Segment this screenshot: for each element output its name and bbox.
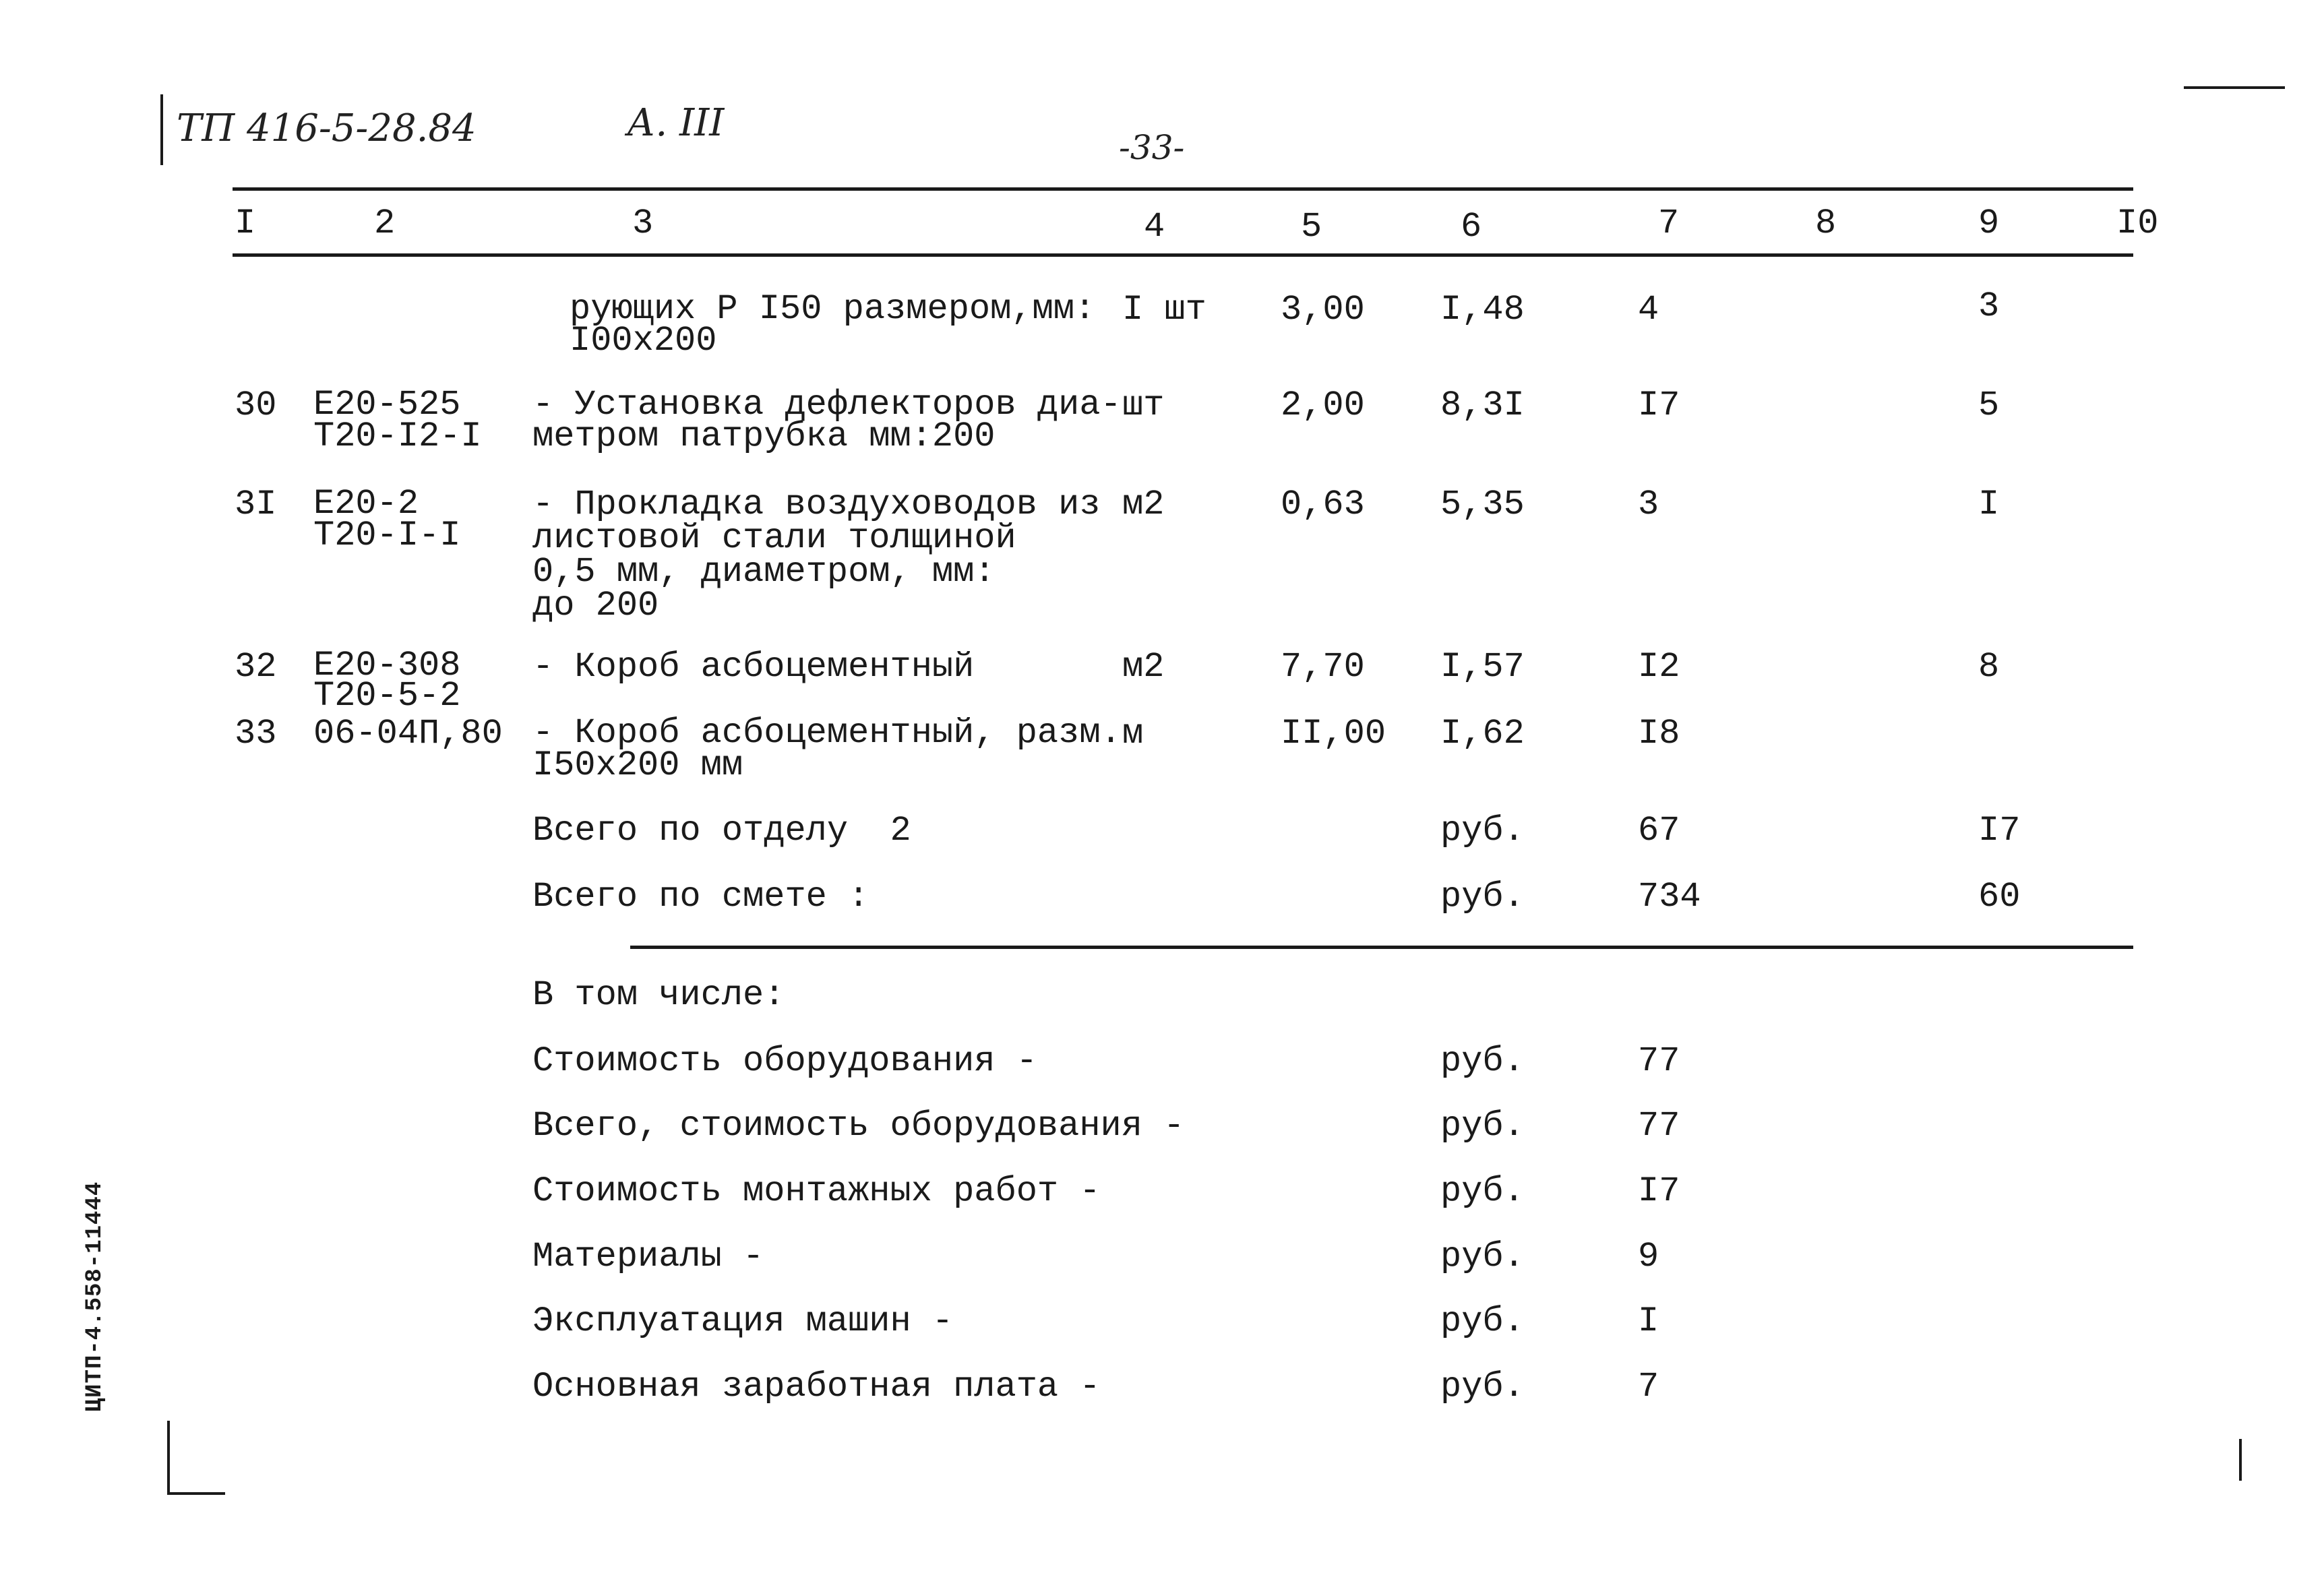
breakdown-title: В том числе:	[532, 975, 785, 1015]
breakdown-unit: руб.	[1440, 1106, 1525, 1146]
breakdown-value: 7	[1638, 1367, 1659, 1407]
table-top-rule	[233, 187, 2133, 191]
breakdown-value: 9	[1638, 1237, 1659, 1276]
breakdown-unit: руб.	[1440, 1367, 1525, 1407]
breakdown-unit: руб.	[1440, 1041, 1525, 1081]
row-name: - Короб асбоцементный	[532, 647, 975, 687]
breakdown-unit: руб.	[1440, 1237, 1525, 1276]
row-unit: м2	[1122, 647, 1165, 687]
totals-unit: руб.	[1440, 811, 1525, 851]
row-price: 8,3I	[1440, 386, 1525, 425]
left-margin-tick	[160, 94, 163, 165]
row-wage: 8	[1978, 647, 2000, 687]
totals-unit: руб.	[1440, 877, 1525, 917]
row-unit: м	[1122, 714, 1144, 753]
row-number: 30	[235, 386, 277, 425]
row-price: I,57	[1440, 647, 1525, 687]
breakdown-value: 77	[1638, 1041, 1680, 1081]
row-unit: м2	[1122, 485, 1165, 524]
row-qty: 0,63	[1281, 485, 1365, 524]
row-code: Е20-2 Т20-I-I	[313, 484, 461, 555]
row-price: I,62	[1440, 714, 1525, 753]
breakdown-value: I7	[1638, 1171, 1680, 1211]
row-number: 33	[235, 714, 277, 753]
col-header-10: I0	[2116, 204, 2159, 243]
row-total: I2	[1638, 647, 1680, 687]
row-code: Е20-308 Т20-5-2	[313, 646, 461, 716]
row-number: 3I	[235, 485, 277, 524]
totals-rule	[630, 946, 2133, 949]
totals-value: 67	[1638, 811, 1680, 851]
bottom-left-corner-horizontal	[167, 1492, 225, 1495]
breakdown-label: Материалы -	[532, 1237, 764, 1276]
row-code: Е20-525 Т20-I2-I	[313, 385, 482, 456]
col-header-6: 6	[1461, 207, 1482, 247]
row-name: - Прокладка воздуховодов из листовой стали толщиной 0,5 мм, диаметром, мм: до 200	[532, 485, 1101, 625]
top-right-mark	[2184, 86, 2285, 89]
breakdown-label: Всего, стоимость оборудования -	[532, 1106, 1185, 1146]
row-number: 32	[235, 647, 277, 687]
album-number: А. III	[627, 101, 725, 145]
breakdown-unit: руб.	[1440, 1301, 1525, 1341]
col-header-9: 9	[1978, 204, 2000, 243]
row-code: 06-04П,80	[313, 714, 503, 753]
breakdown-value: 77	[1638, 1106, 1680, 1146]
row-wage: 5	[1978, 386, 2000, 425]
totals-value: 734	[1638, 877, 1701, 917]
col-header-2: 2	[374, 204, 396, 243]
row-name: - Короб асбоцементный, разм. I50х200 мм	[532, 713, 1122, 785]
col-header-8: 8	[1815, 204, 1837, 243]
col-header-3: 3	[632, 204, 654, 243]
breakdown-value: I	[1638, 1301, 1659, 1341]
margin-stamp: ЦИТП-4.558-11444	[82, 1181, 109, 1413]
breakdown-label: Стоимость монтажных работ -	[532, 1171, 1101, 1211]
col-header-1: I	[235, 204, 256, 243]
row-qty: II,00	[1281, 714, 1386, 753]
row-name: рующих Р I50 размером,мм: I00х200	[570, 289, 1096, 361]
totals-wage: I7	[1978, 811, 2021, 851]
row-unit: шт	[1122, 386, 1165, 425]
totals-wage: 60	[1978, 877, 2021, 917]
row-total: 4	[1638, 290, 1659, 330]
bottom-left-corner-vertical	[167, 1421, 170, 1495]
row-total: 3	[1638, 485, 1659, 524]
row-qty: 3,00	[1281, 290, 1365, 330]
breakdown-label: Основная заработная плата -	[532, 1367, 1101, 1407]
row-name: - Установка дефлекторов диа- метром патрубка мм:200	[532, 385, 1122, 456]
breakdown-label: Эксплуатация машин -	[532, 1301, 954, 1341]
col-header-4: 4	[1144, 207, 1165, 247]
col-header-7: 7	[1658, 204, 1680, 243]
row-price: 5,35	[1440, 485, 1525, 524]
document-code: ТП 416-5-28.84	[177, 106, 477, 150]
breakdown-label: Стоимость оборудования -	[532, 1041, 1037, 1081]
breakdown-unit: руб.	[1440, 1171, 1525, 1211]
row-total: I8	[1638, 714, 1680, 753]
row-qty: 7,70	[1281, 647, 1365, 687]
bottom-right-mark	[2239, 1439, 2242, 1481]
totals-label: Всего по отделу 2	[532, 811, 911, 851]
row-wage: 3	[1978, 286, 2000, 326]
col-header-5: 5	[1301, 207, 1322, 247]
totals-label: Всего по смете :	[532, 877, 869, 917]
row-total: I7	[1638, 386, 1680, 425]
row-wage: I	[1978, 485, 2000, 524]
row-unit: I шт	[1122, 290, 1206, 330]
page-number: -33-	[1119, 128, 1185, 167]
row-price: I,48	[1440, 290, 1525, 330]
row-qty: 2,00	[1281, 386, 1365, 425]
header-bottom-rule	[233, 253, 2133, 257]
